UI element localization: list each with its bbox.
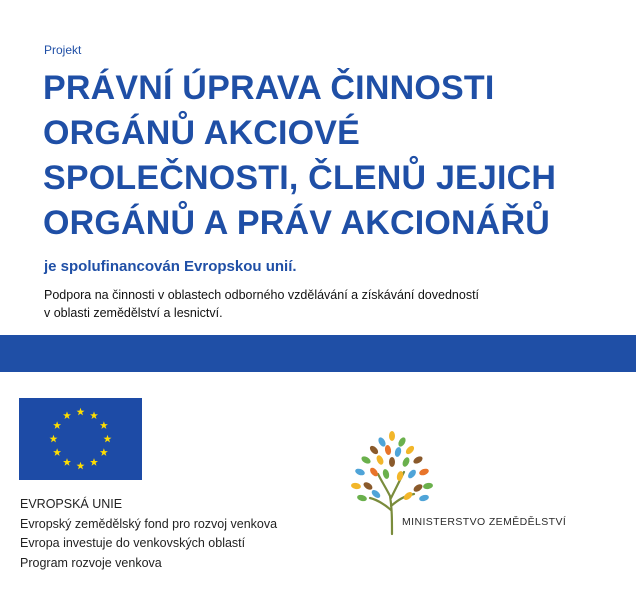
blue-band: [0, 335, 636, 372]
support-description-line: v oblasti zemědělství a lesnictví.: [44, 306, 223, 320]
project-title: PRÁVNÍ ÚPRAVA ČINNOSTI ORGÁNŮ AKCIOVÉ SPOLEČNOSTI, ČLENŮ JEJICH ORGÁNŮ A PRÁV AKCIONÁŘŮ: [43, 69, 557, 242]
eu-name: EVROPSKÁ UNIE: [20, 497, 123, 511]
ministry-name: MINISTERSTVO ZEMĚDĚLSTVÍ: [402, 516, 567, 528]
eu-flag-icon: [19, 398, 142, 480]
support-description: [44, 286, 604, 322]
eu-program: Program rozvoje venkova: [20, 555, 162, 570]
cofinanced-subtitle: je spolufinancován Evropskou unií.: [44, 258, 297, 275]
support-description-line: Podpora na činnosti v oblastech odborného vzdělávání a získávání dovedností: [44, 288, 480, 302]
project-label: Projekt: [44, 43, 82, 57]
eu-info: [20, 495, 277, 573]
eu-slogan: Evropa investuje do venkovských oblastí: [20, 536, 246, 550]
eu-fund: Evropský zemědělský fond pro rozvoj venkova: [20, 516, 278, 531]
